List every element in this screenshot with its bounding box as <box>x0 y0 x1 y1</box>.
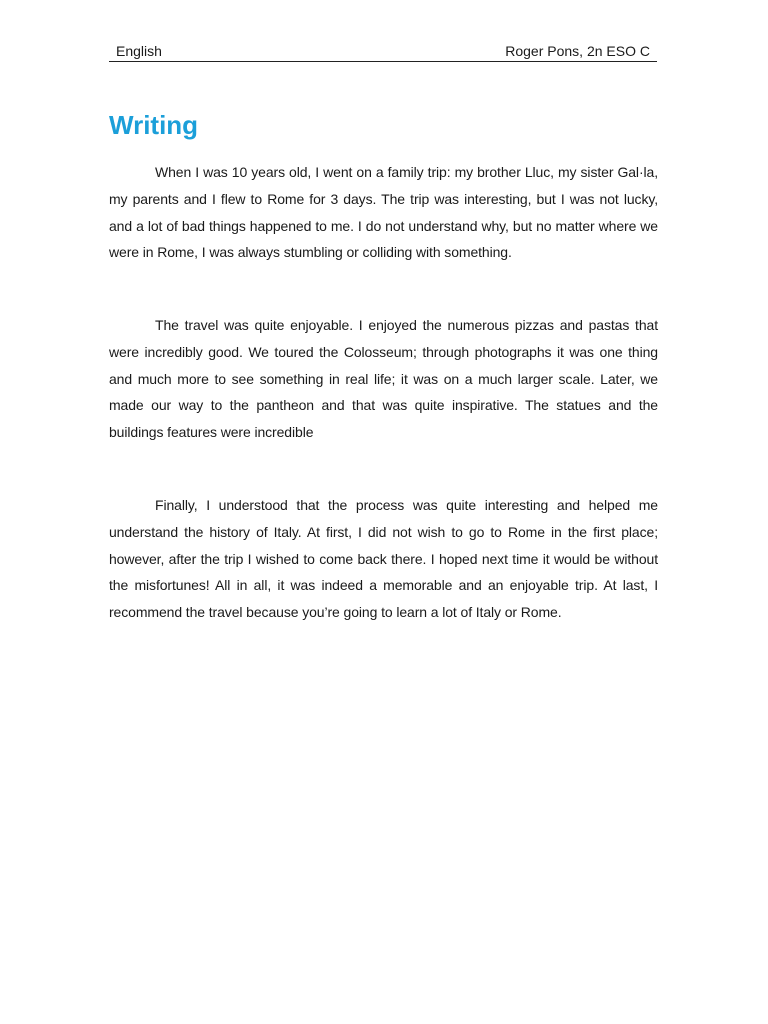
page-title: Writing <box>109 110 199 140</box>
paragraph-intro: When I was 10 years old, I went on a family trip: my brother Lluc, my sister Gal·la, my parents and I flew to Rome for 3 days. The trip was interesting, but I was not lucky, and a lot of bad things happened to me. I do not understand why, but no matter where we were in Rome, I was always stumbling or colliding with something. <box>109 164 658 261</box>
paragraph-travel: The travel was quite enjoyable. I enjoyed the numerous pizzas and pastas that were incredibly good. We toured the Colosseum; through photographs it was one thing and much more to see something in real life; it was on a much larger scale. Later, we made our way to the pantheon and that was quite inspirative. The statues and the buildings features were incredible <box>109 317 658 441</box>
header-author: Roger Pons, 2n ESO C <box>505 43 650 59</box>
page-header <box>109 42 657 62</box>
paragraph-conclusion: Finally, I understood that the process was quite interesting and helped me understand the history of Italy. At first, I did not wish to go to Rome in the first place; however, after the trip I wished to come back there. I hoped next time it would be without the misfortunes! All in all, it was indeed a memorable and an enjoyable trip. At last, I recommend the travel because you’re going to learn a lot of Italy or Rome. <box>109 497 658 621</box>
header-subject: English <box>116 43 162 59</box>
